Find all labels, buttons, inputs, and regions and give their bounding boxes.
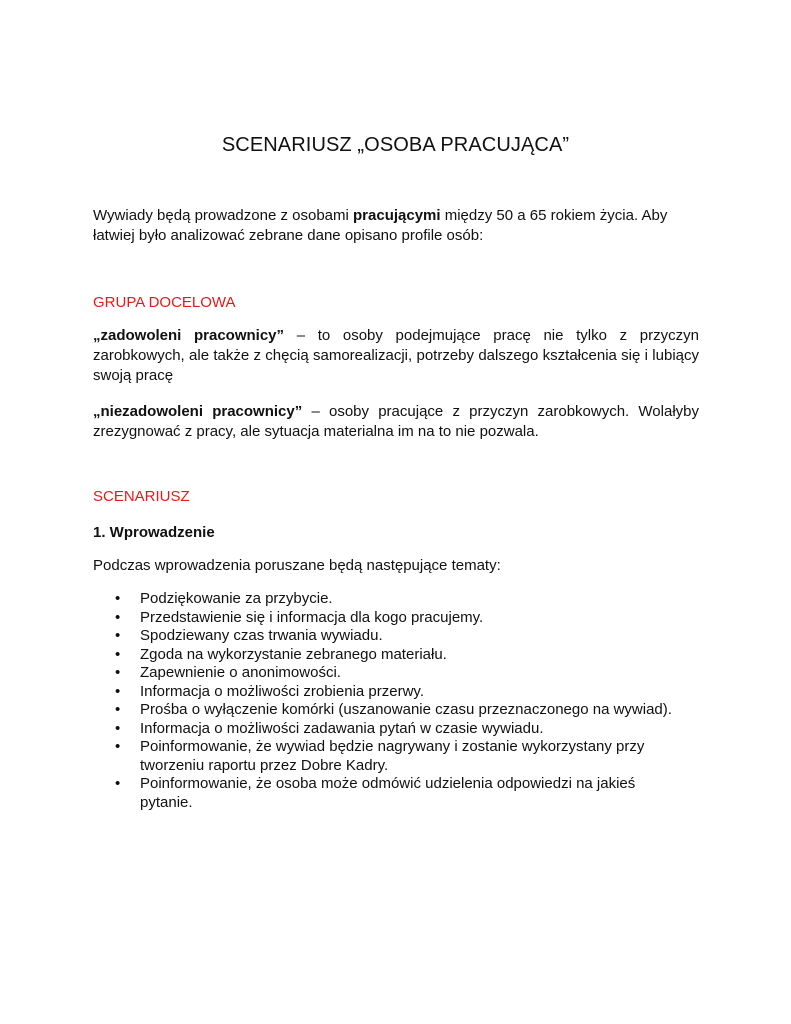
profile-dissatisfied-paragraph bbox=[93, 402, 699, 442]
bullet-icon: • bbox=[115, 590, 121, 607]
bullet-icon: • bbox=[115, 682, 121, 700]
target-group-heading: GRUPA DOCELOWA bbox=[93, 294, 236, 311]
bullet-icon: • bbox=[115, 719, 121, 737]
list-item-text: Zgoda na wykorzystanie zebranego materiału. bbox=[140, 645, 447, 663]
list-item-text: Zapewnienie o anonimowości. bbox=[140, 664, 341, 681]
profile-satisfied-paragraph bbox=[93, 326, 699, 386]
list-item-text: Informacja o możliwości zrobienia przerwy. bbox=[140, 682, 424, 700]
bullet-icon: • bbox=[115, 627, 121, 644]
profile-dissatisfied-text: – osoby pracujące z przyczyn zarobkowych. Wolałyby zrezygnować z pracy, ale sytuacja materialna im na to nie pozwala. bbox=[93, 403, 700, 440]
list-item bbox=[93, 720, 713, 739]
intro-text-after: między 50 a 65 rokiem życia. Aby łatwiej było analizować zebrane dane opisano profile osób: bbox=[93, 207, 668, 244]
list-item-text: Informacja o możliwości zadawania pytań w czasie wywiadu. bbox=[140, 719, 544, 737]
list-item-text: Przedstawienie się i informacja dla kogo pracujemy. bbox=[140, 608, 484, 626]
profile-satisfied-term: „zadowoleni pracownicy” bbox=[93, 327, 285, 344]
page-title: SCENARIUSZ „OSOBA PRACUJĄCA” bbox=[221, 134, 570, 156]
bullet-icon: • bbox=[115, 701, 121, 718]
bullet-icon: • bbox=[115, 664, 121, 681]
list-item-text: Poinformowanie, że wywiad będzie nagrywany i zostanie wykorzystany przy tworzeniu raportu przez Dobre Kadry. bbox=[140, 738, 645, 774]
list-item-text: Spodziewany czas trwania wywiadu. bbox=[140, 627, 383, 644]
bullet-icon: • bbox=[115, 775, 121, 792]
scenario-heading: SCENARIUSZ bbox=[93, 488, 190, 505]
list-item bbox=[93, 775, 713, 812]
list-item bbox=[93, 646, 713, 665]
list-item bbox=[93, 664, 713, 683]
profile-dissatisfied-term: „niezadowoleni pracownicy” bbox=[93, 403, 303, 420]
bullet-icon: • bbox=[115, 645, 121, 663]
list-item bbox=[93, 738, 713, 775]
list-item bbox=[93, 627, 713, 646]
list-item bbox=[93, 609, 713, 628]
list-item-text: Poinformowanie, że osoba może odmówić udzielenia odpowiedzi na jakieś pytanie. bbox=[140, 775, 636, 811]
bullet-icon: • bbox=[115, 738, 121, 755]
list-item bbox=[93, 683, 713, 702]
bullet-icon: • bbox=[115, 608, 121, 626]
topics-list bbox=[93, 590, 713, 812]
list-item-text: Podziękowanie za przybycie. bbox=[140, 590, 333, 607]
list-item bbox=[93, 590, 713, 609]
lead-text: Podczas wprowadzenia poruszane będą następujące tematy: bbox=[93, 557, 501, 574]
list-item bbox=[93, 701, 713, 720]
intro-text-before: Wywiady będą prowadzone z osobami bbox=[93, 207, 354, 224]
list-item-text: Prośba o wyłączenie komórki (uszanowanie czasu przeznaczonego na wywiad). bbox=[140, 701, 672, 718]
section-title: 1. Wprowadzenie bbox=[93, 524, 215, 541]
intro-bold-word: pracującymi bbox=[353, 207, 441, 224]
intro-paragraph bbox=[93, 206, 699, 246]
profile-satisfied-text: – to osoby podejmujące pracę nie tylko z przyczyn zarobkowych, ale także z chęcią samorealizacji, potrzeby dalszego kształcenia się i lubiący swoją pracę bbox=[93, 327, 699, 384]
